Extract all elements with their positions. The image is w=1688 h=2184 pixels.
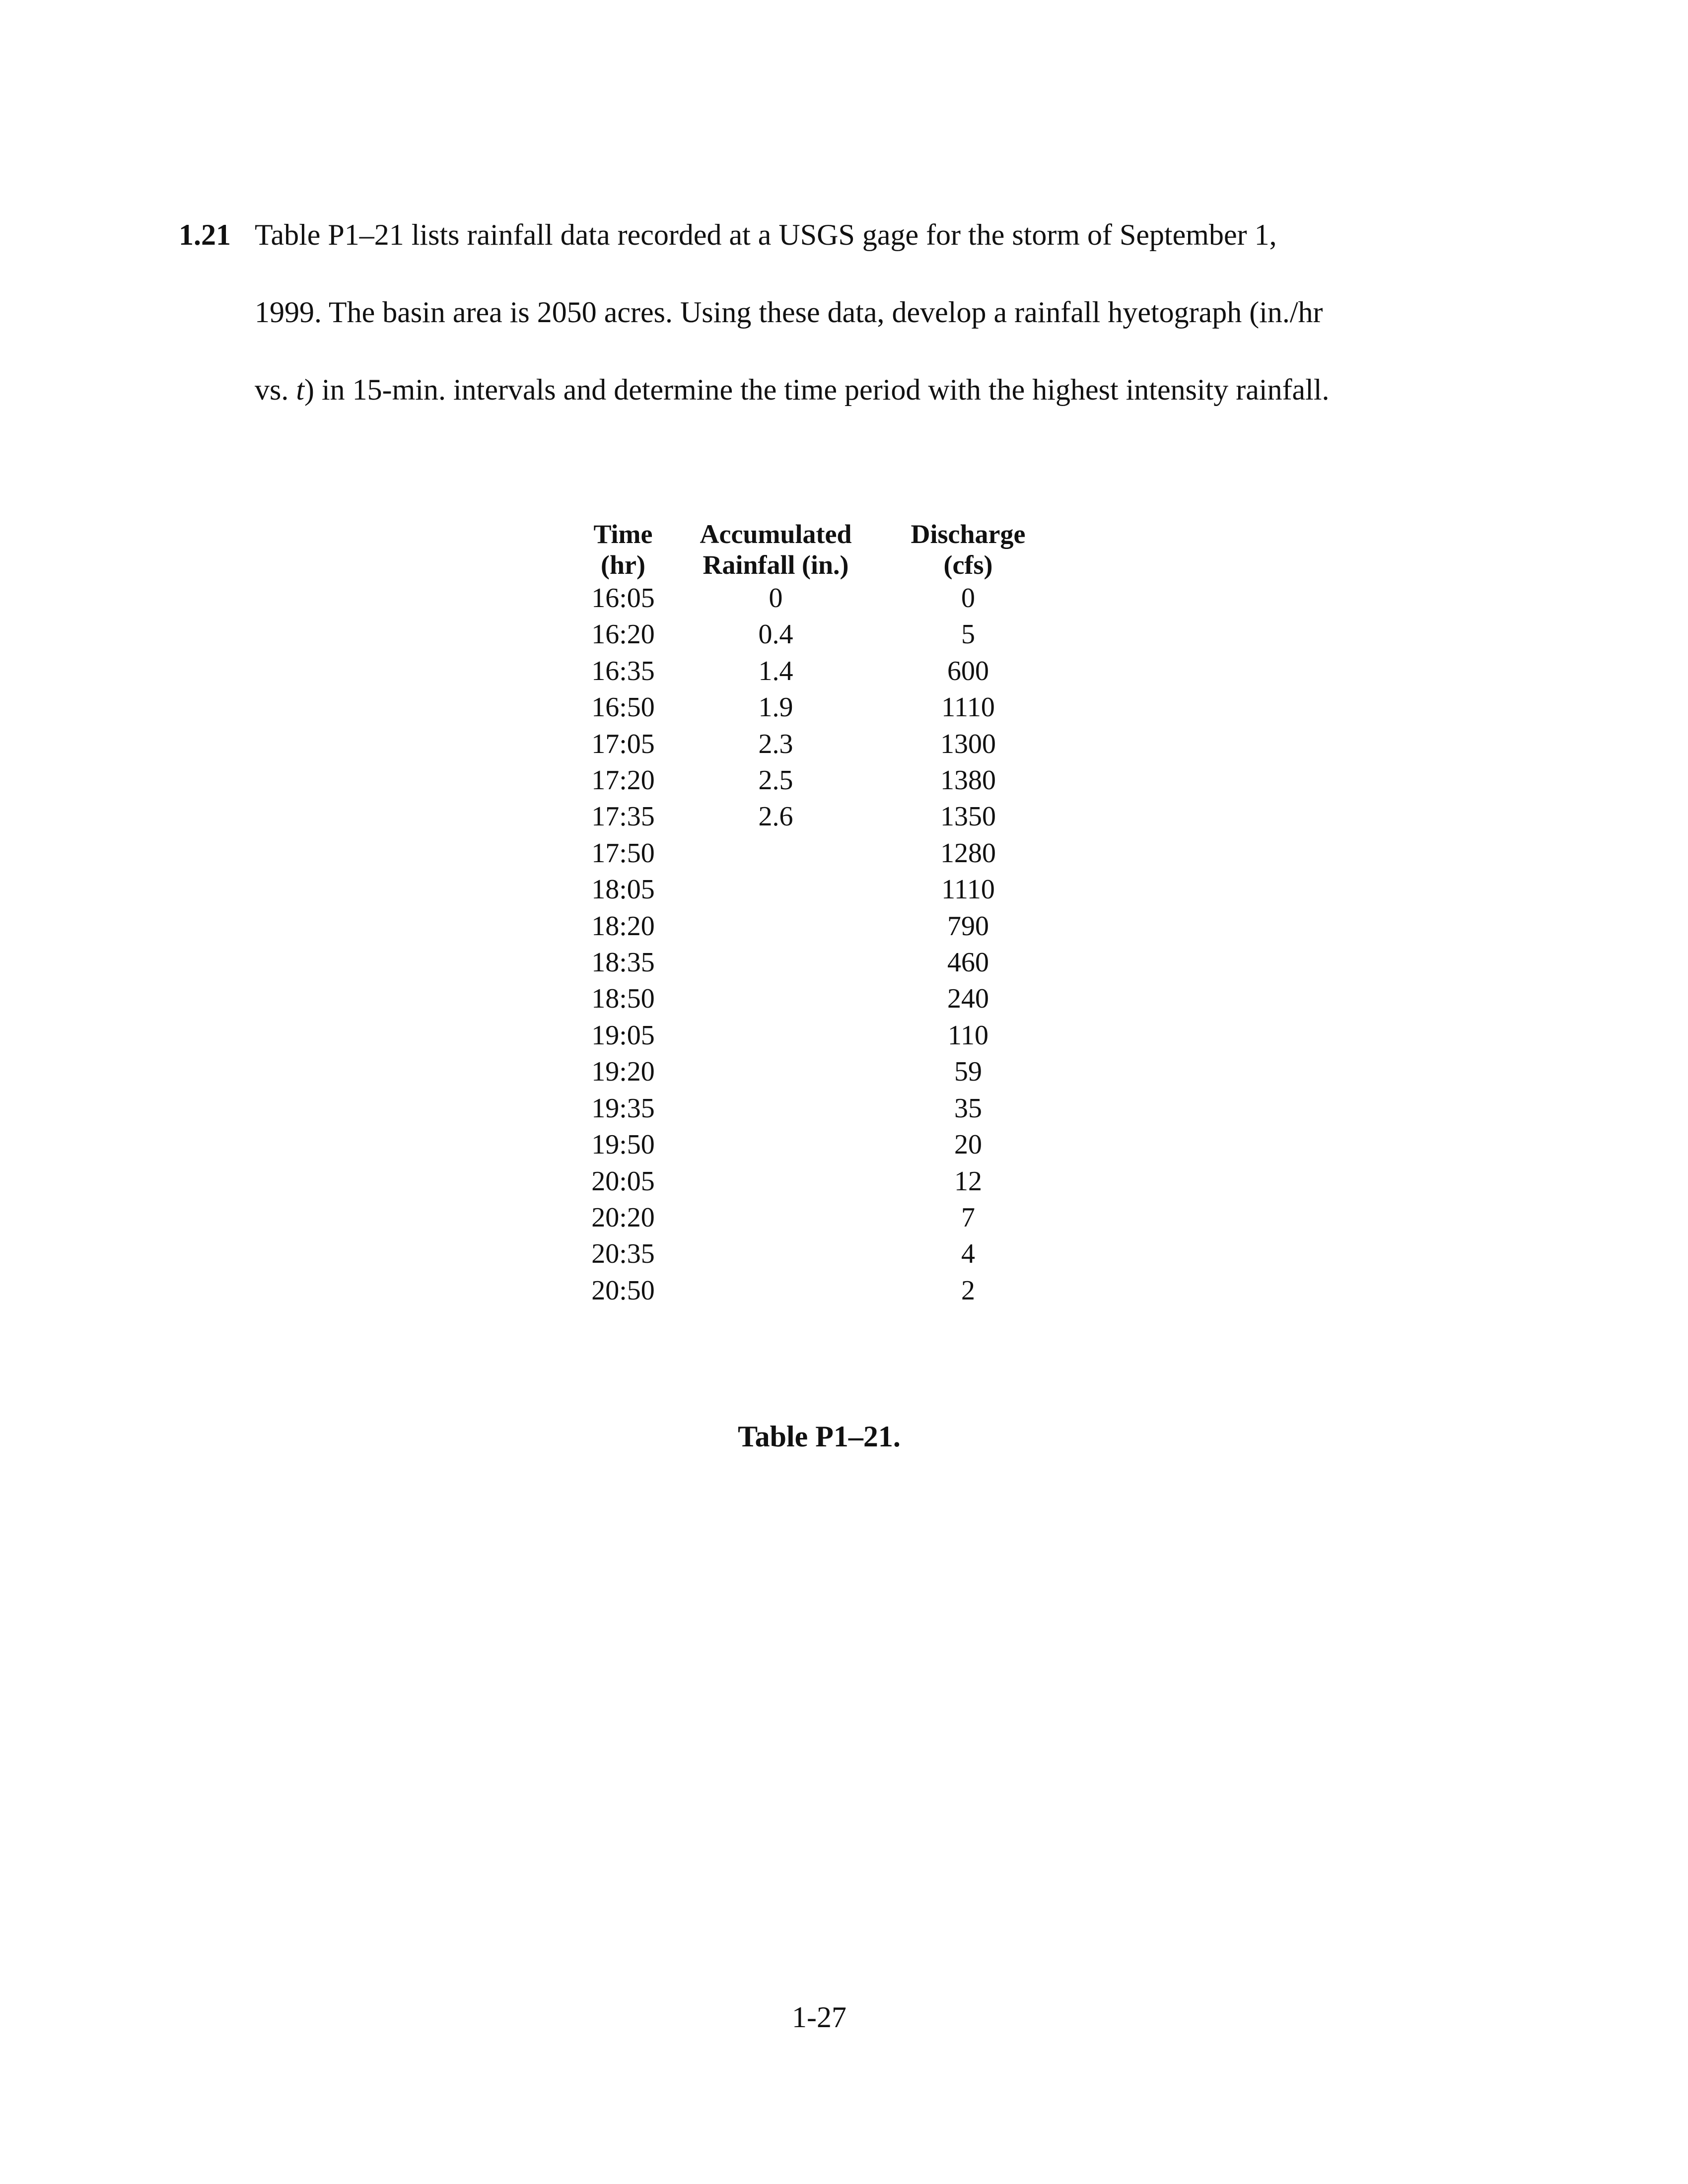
rainfall-cell: 2.5 [758, 765, 793, 796]
table-row [571, 908, 1060, 945]
table-row [571, 981, 1060, 1017]
discharge-cell: 110 [948, 1020, 988, 1051]
rainfall-cell [675, 872, 876, 908]
table-header [571, 519, 1060, 580]
discharge-cell: 1300 [940, 728, 996, 759]
rainfall-cell [675, 1236, 876, 1272]
rainfall-cell: 1.9 [758, 692, 793, 723]
problem-statement [179, 196, 1519, 428]
discharge-cell: 35 [954, 1092, 982, 1124]
problem-line-2 [179, 273, 1519, 351]
problem-text-line-3-end: ) in 15-min. intervals and determine the time period with the highest intensity rainfall. [304, 373, 1330, 406]
table-row [571, 580, 1060, 616]
table-row [571, 1236, 1060, 1272]
rainfall-cell [675, 1127, 876, 1163]
rainfall-cell [675, 1018, 876, 1054]
discharge-cell: 59 [954, 1056, 982, 1088]
time-cell: 18:35 [591, 947, 655, 978]
header-rainfall-line-2: Rainfall (in.) [703, 550, 849, 580]
header-discharge-line-1: Discharge [911, 519, 1026, 549]
time-cell: 16:50 [591, 692, 655, 723]
time-cell: 19:05 [591, 1020, 655, 1051]
rainfall-cell: 2.6 [758, 801, 793, 832]
time-cell: 16:20 [591, 619, 655, 650]
discharge-cell: 1380 [940, 765, 996, 796]
table-row [571, 762, 1060, 799]
time-cell: 19:35 [591, 1092, 655, 1124]
discharge-cell: 1110 [941, 692, 995, 723]
time-cell: 19:20 [591, 1056, 655, 1088]
table-caption: Table P1–21. [738, 1420, 901, 1453]
rainfall-cell [675, 1054, 876, 1090]
time-cell: 20:05 [591, 1165, 655, 1197]
time-cell: 17:50 [591, 837, 655, 869]
table-row [571, 1200, 1060, 1236]
time-cell: 20:20 [591, 1202, 655, 1233]
table-row [571, 1091, 1060, 1127]
table-row [571, 872, 1060, 908]
rainfall-cell: 2.3 [758, 728, 793, 759]
header-time [571, 519, 675, 580]
problem-text-line-1: Table P1–21 lists rainfall data recorded at a USGS gage for the storm of September 1, [255, 218, 1277, 251]
discharge-cell: 460 [947, 947, 989, 978]
table-row [571, 835, 1060, 872]
table-body [571, 580, 1060, 1309]
rainfall-cell [675, 835, 876, 872]
table-row [571, 726, 1060, 762]
rainfall-cell: 0 [769, 583, 783, 614]
discharge-cell: 600 [947, 655, 989, 686]
time-cell: 17:35 [591, 801, 655, 832]
discharge-cell: 790 [947, 910, 989, 942]
table-row [571, 689, 1060, 726]
rainfall-discharge-table [571, 519, 1060, 1309]
discharge-cell: 0 [961, 583, 975, 614]
problem-line-3 [179, 351, 1519, 428]
time-cell: 20:50 [591, 1275, 655, 1306]
header-discharge [876, 519, 1060, 580]
table-row [571, 653, 1060, 689]
page-number: 1-27 [792, 2001, 846, 2034]
time-cell: 17:20 [591, 765, 655, 796]
rainfall-cell [675, 981, 876, 1017]
problem-line-1 [179, 196, 1519, 273]
discharge-cell: 1110 [941, 874, 995, 905]
problem-number: 1.21 [179, 218, 231, 251]
table-row [571, 1054, 1060, 1090]
table-row [571, 616, 1060, 653]
table-row [571, 945, 1060, 981]
problem-text-line-2: 1999. The basin area is 2050 acres. Using these data, develop a rainfall hyetograph (in./hr [255, 296, 1323, 329]
header-time-line-1: Time [593, 519, 653, 549]
rainfall-cell [675, 1163, 876, 1200]
time-cell: 16:35 [591, 655, 655, 686]
time-cell: 18:50 [591, 983, 655, 1015]
header-row [571, 519, 1060, 580]
time-cell: 18:05 [591, 874, 655, 905]
table-row [571, 1127, 1060, 1163]
discharge-cell: 12 [954, 1165, 982, 1197]
rainfall-cell: 0.4 [758, 619, 793, 650]
header-time-line-2: (hr) [601, 550, 645, 580]
time-cell: 20:35 [591, 1238, 655, 1270]
discharge-cell: 240 [947, 983, 989, 1015]
header-discharge-line-2: (cfs) [943, 550, 993, 580]
rainfall-cell [675, 1200, 876, 1236]
rainfall-cell [675, 1091, 876, 1127]
time-cell: 16:05 [591, 583, 655, 614]
rainfall-cell [675, 945, 876, 981]
time-cell: 17:05 [591, 728, 655, 759]
header-rainfall-line-1: Accumulated [700, 519, 852, 549]
discharge-cell: 20 [954, 1129, 982, 1160]
problem-text-line-3-start: vs. [255, 373, 296, 406]
table-row [571, 1018, 1060, 1054]
header-rainfall [675, 519, 876, 580]
time-variable: t [296, 373, 305, 406]
rainfall-cell [675, 1273, 876, 1309]
table-row [571, 799, 1060, 835]
discharge-cell: 1350 [940, 801, 996, 832]
discharge-cell: 4 [961, 1238, 975, 1270]
time-cell: 18:20 [591, 910, 655, 942]
discharge-cell: 5 [961, 619, 975, 650]
rainfall-cell [675, 908, 876, 945]
rainfall-cell: 1.4 [758, 655, 793, 686]
discharge-cell: 1280 [940, 837, 996, 869]
table-row [571, 1273, 1060, 1309]
time-cell: 19:50 [591, 1129, 655, 1160]
table-row [571, 1163, 1060, 1200]
discharge-cell: 2 [961, 1275, 975, 1306]
discharge-cell: 7 [961, 1202, 975, 1233]
